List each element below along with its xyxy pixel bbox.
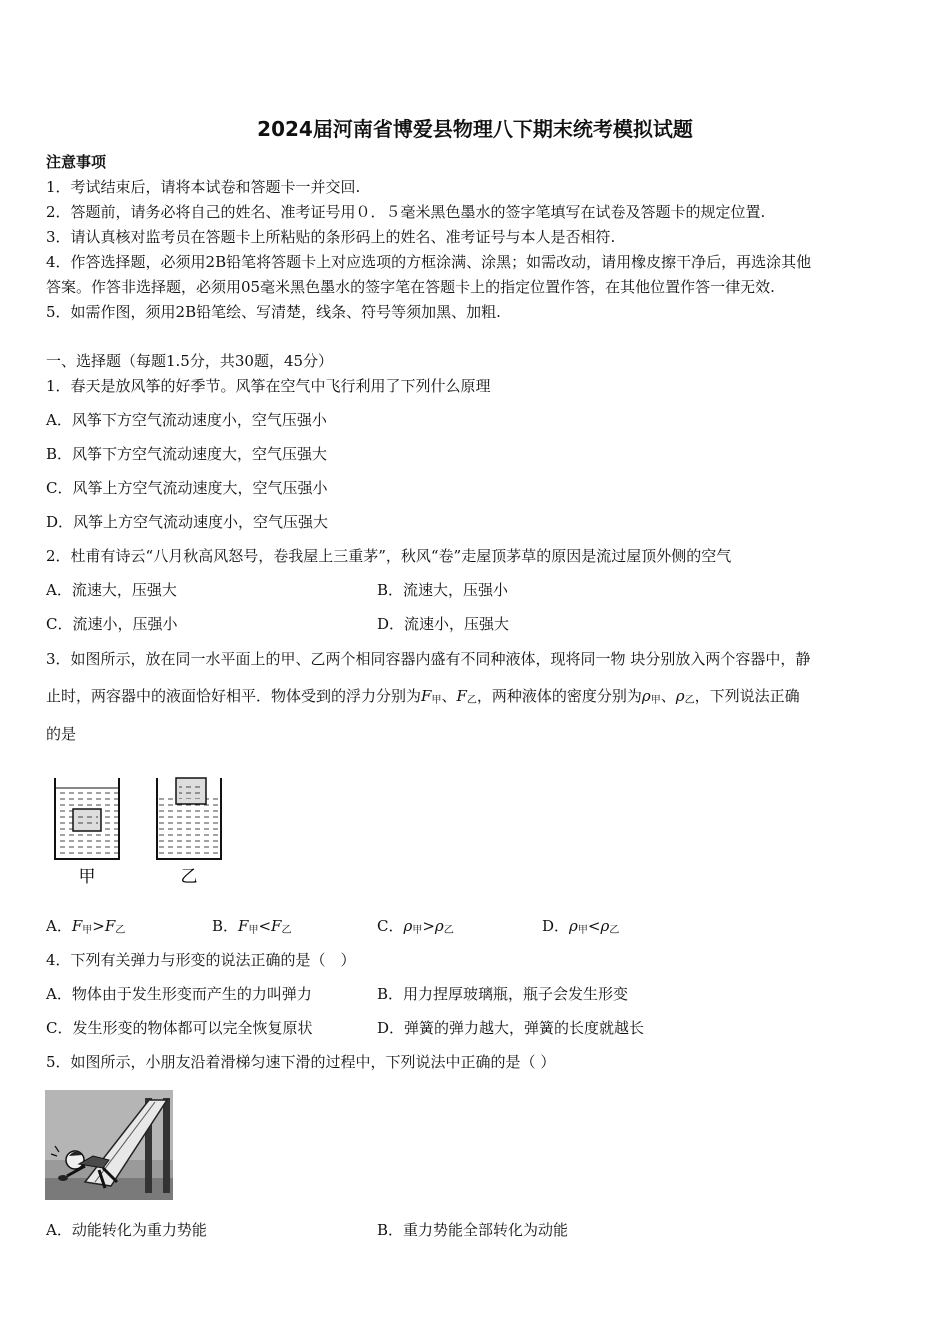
- q3-option-c-symbol: ρ: [403, 917, 413, 935]
- notice-item-4-cont: 答案。作答非选择题，必须用05毫米黑色墨水的签字笔在答题卡上的指定位置作答，在其他位置作答一律无效.: [46, 278, 775, 296]
- q3-text-a: 止时，两容器中的液面恰好相平．物体受到的浮力分别为: [46, 687, 422, 705]
- q3-option-b-letter: B．: [212, 917, 239, 935]
- notice-item-1: 1．考试结束后，请将本试卷和答题卡一并交回.: [46, 178, 361, 196]
- q1-option-d: D．风筝上方空气流动速度小，空气压强大: [46, 513, 329, 531]
- q3-option-b-sub2: 乙: [281, 925, 292, 936]
- q3-option-a-sub1: 甲: [82, 925, 93, 936]
- q3-line-1: 3．如图所示，放在同一水平面上的甲、乙两个相同容器内盛有不同种液体，现将同一物 块分别放入两个容器中，静: [46, 650, 811, 668]
- notice-item-2: 2．答题前，请务必将自己的姓名、准考证号用０．５毫米黑色墨水的签字笔填写在试卷及答题卡的规定位置.: [46, 203, 766, 221]
- q3-option-d-letter: D．: [542, 917, 570, 935]
- q3-option-b-relation: <: [258, 917, 272, 935]
- q1-option-c: C．风筝上方空气流动速度大，空气压强小: [46, 479, 328, 497]
- q3-option-d-symbol-2: ρ: [600, 917, 610, 935]
- q3-option-c-relation: >: [422, 917, 435, 935]
- q3-option-b: [212, 916, 291, 941]
- section-heading: 一、选择题（每题1.5分，共30题，45分）: [46, 352, 334, 370]
- q3-option-c: [377, 916, 454, 941]
- q5-option-a: A．动能转化为重力势能: [46, 1221, 207, 1239]
- container-jia: [55, 778, 119, 859]
- notice-item-4: 4．作答选择题，必须用2B铅笔将答题卡上对应选项的方框涂满、涂黑；如需改动，请用橡皮擦干净后，再选涂其他: [46, 253, 812, 271]
- q3-option-a-symbol: F: [71, 917, 83, 935]
- q3-option-c-sub1: 甲: [412, 925, 423, 936]
- q5-stem: 5．如图所示，小朋友沿着滑梯匀速下滑的过程中，下列说法中正确的是（ ）: [46, 1053, 556, 1071]
- q3-text-b: ，两种液体的密度分别为: [476, 687, 642, 705]
- q3-subscript-jia-2: 甲: [650, 695, 661, 706]
- slide-figure: [45, 1090, 173, 1200]
- q3-force-symbol-2: F: [456, 687, 467, 705]
- q2-option-d: D．流速小，压强大: [377, 615, 510, 633]
- q1-stem: 1．春天是放风筝的好季节。风筝在空气中飞行利用了下列什么原理: [46, 377, 491, 395]
- notice-item-5: 5．如需作图，须用2B铅笔绘、写清楚，线条、符号等须加黑、加粗.: [46, 303, 501, 321]
- q3-option-a-letter: A．: [46, 917, 72, 935]
- label-jia: 甲: [78, 867, 96, 887]
- q3-separator-2: 、: [660, 687, 676, 705]
- q3-option-a-symbol-2: F: [104, 917, 116, 935]
- q3-subscript-yi-2: 乙: [684, 695, 695, 706]
- notice-item-3: 3．请认真核对监考员在答题卡上所粘贴的条形码上的姓名、准考证号与本人是否相符.: [46, 228, 616, 246]
- q3-option-d-sub2: 乙: [609, 925, 620, 936]
- q3-option-a: [46, 916, 125, 941]
- q3-option-c-letter: C．: [377, 917, 404, 935]
- q4-option-c: C．发生形变的物体都可以完全恢复原状: [46, 1019, 313, 1037]
- q4-option-d: D．弹簧的弹力越大，弹簧的长度就越长: [377, 1019, 645, 1037]
- container-yi: [157, 778, 221, 859]
- notice-heading: 注意事项: [46, 153, 107, 171]
- q3-line-3: 的是: [46, 725, 77, 743]
- q3-separator: 、: [441, 687, 457, 705]
- q3-option-b-sub1: 甲: [248, 925, 259, 936]
- q3-force-symbol: F: [421, 687, 432, 705]
- q3-option-b-symbol: F: [238, 917, 249, 935]
- q3-text-c: ，下列说法正确: [694, 687, 800, 705]
- q3-option-a-sub2: 乙: [115, 925, 126, 936]
- q3-subscript-yi: 乙: [466, 695, 477, 706]
- q4-option-a: A．物体由于发生形变而产生的力叫弹力: [46, 985, 312, 1003]
- q3-density-symbol-2: ρ: [675, 687, 685, 705]
- q3-option-c-symbol-2: ρ: [434, 917, 444, 935]
- q5-option-b: B．重力势能全部转化为动能: [377, 1221, 569, 1239]
- q3-option-c-sub2: 乙: [443, 925, 454, 936]
- q3-line-2: [46, 686, 800, 711]
- q1-option-a: A．风筝下方空气流动速度小，空气压强小: [46, 411, 327, 429]
- q3-option-d: [542, 916, 619, 941]
- containers-figure: [50, 772, 230, 890]
- q4-option-b: B．用力捏厚玻璃瓶，瓶子会发生形变: [377, 985, 629, 1003]
- label-yi: 乙: [180, 867, 198, 887]
- q3-density-symbol: ρ: [641, 687, 651, 705]
- q4-stem: 4．下列有关弹力与形变的说法正确的是（ ）: [46, 951, 356, 969]
- page-title: 2024届河南省博爱县物理八下期末统考模拟试题: [257, 117, 693, 141]
- q3-option-a-relation: >: [92, 917, 105, 935]
- q3-subscript-jia: 甲: [431, 695, 442, 706]
- q3-option-d-relation: <: [587, 917, 601, 935]
- q3-option-d-sub1: 甲: [577, 925, 588, 936]
- q2-stem: 2．杜甫有诗云“八月秋高风怒号，卷我屋上三重茅”，秋风“卷”走屋顶茅草的原因是流过屋顶外侧的空气: [46, 547, 732, 565]
- q2-option-c: C．流速小，压强小: [46, 615, 178, 633]
- q3-option-b-symbol-2: F: [271, 917, 282, 935]
- q2-option-b: B．流速大，压强小: [377, 581, 509, 599]
- q1-option-b: B．风筝下方空气流动速度大，空气压强大: [46, 445, 328, 463]
- q3-option-d-symbol: ρ: [569, 917, 578, 935]
- q2-option-a: A．流速大，压强大: [46, 581, 177, 599]
